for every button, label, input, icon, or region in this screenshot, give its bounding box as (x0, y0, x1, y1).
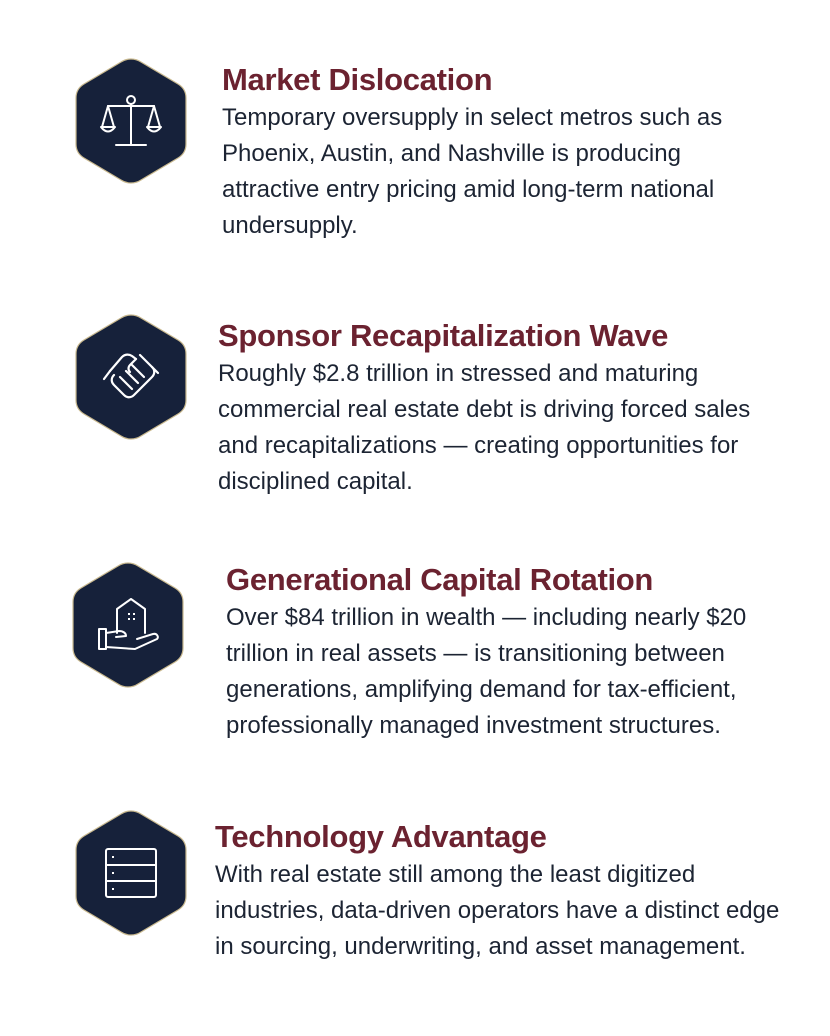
feature-text (218, 316, 818, 500)
feature-text (215, 817, 815, 965)
feature-description: Roughly $2.8 trillion in stressed and maturing commercial real estate debt is driving forced sales and recapitalizations — creating opportunities for disciplined capital. (218, 360, 751, 495)
feature-title: Technology Advantage (215, 819, 547, 854)
feature-title: Sponsor Recapitalization Wave (218, 318, 669, 353)
hexagon-badge (74, 809, 188, 937)
feature-text (226, 560, 826, 744)
hexagon-badge (74, 57, 188, 185)
feature-title: Generational Capital Rotation (226, 562, 654, 597)
feature-text (222, 60, 802, 244)
hexagon-badge (71, 561, 185, 689)
hexagon-badge (74, 313, 188, 441)
feature-description: Temporary oversupply in select metros such as Phoenix, Austin, and Nashville is producing attractive entry pricing amid long-term national undersupply. (222, 104, 723, 239)
feature-description: With real estate still among the least digitized industries, data-driven operators have a distinct edge in sourcing, underwriting, and asset management. (215, 861, 780, 960)
feature-description: Over $84 trillion in wealth — including nearly $20 trillion in real assets — is transitioning between generations, amplifying demand for tax-efficient, professionally managed investment structures. (226, 604, 747, 739)
feature-title: Market Dislocation (222, 62, 493, 97)
